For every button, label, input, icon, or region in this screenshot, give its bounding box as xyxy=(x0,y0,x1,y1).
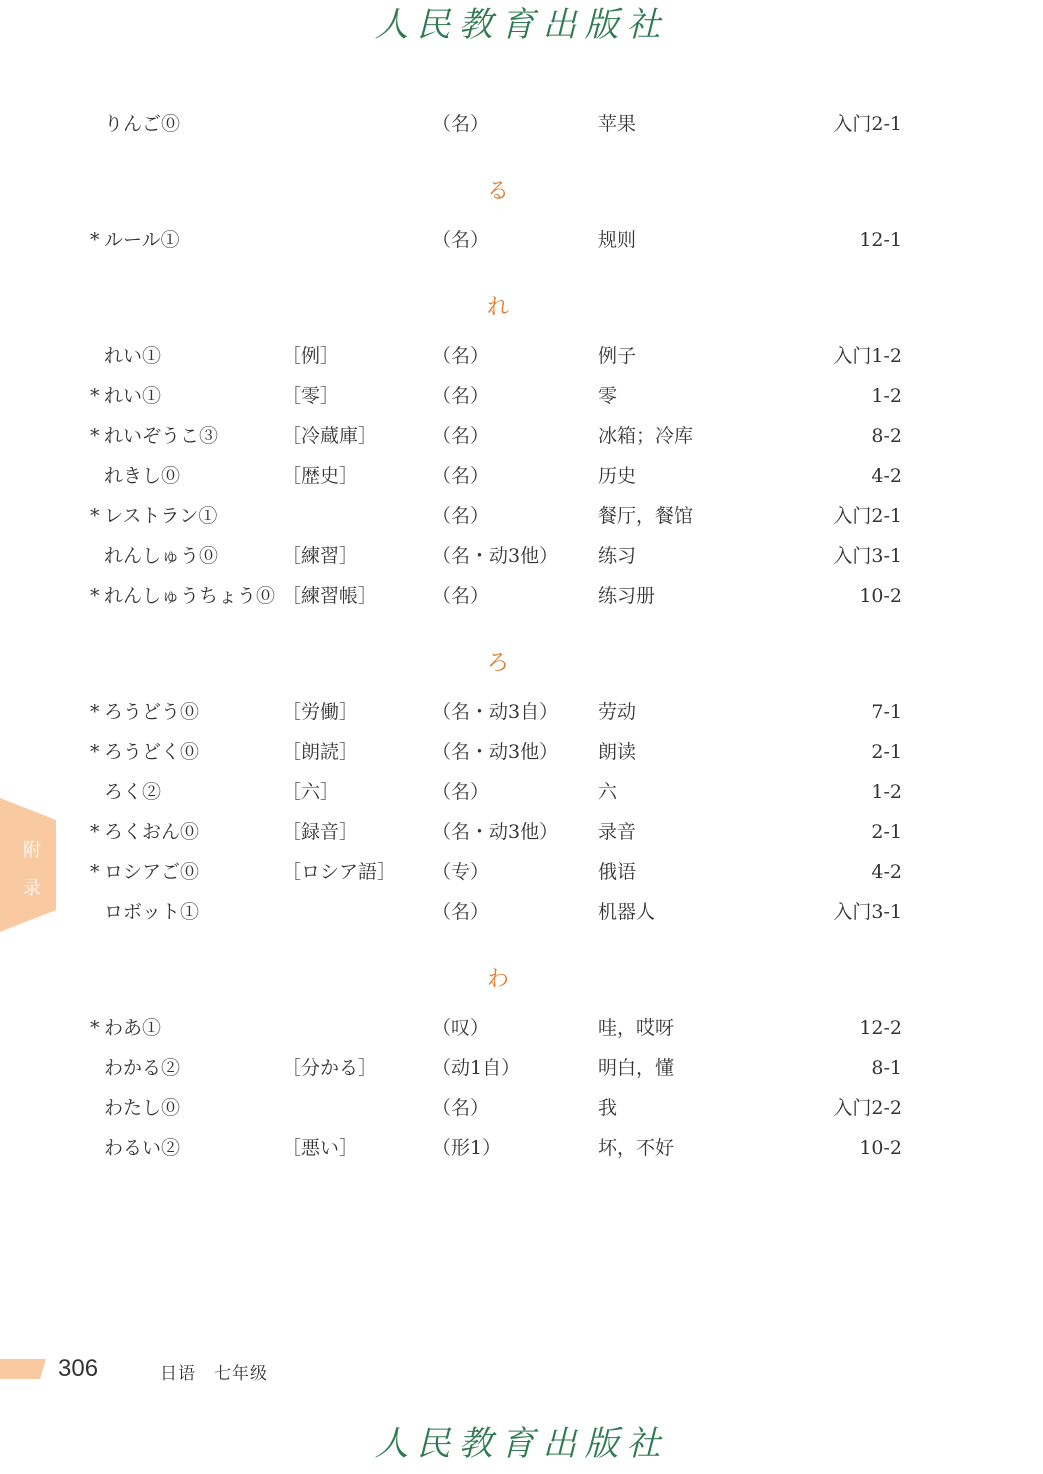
entry-lesson-ref: 4-2 xyxy=(871,861,902,883)
section-letter: れ xyxy=(486,295,509,320)
entry-meaning: 哇，哎呀 xyxy=(598,1017,675,1039)
new-word-mark: * xyxy=(90,425,100,447)
entry-part-of-speech: （名・动3他） xyxy=(432,741,559,763)
entry-meaning: 劳动 xyxy=(598,701,637,723)
entry-reading-cell xyxy=(90,502,217,530)
entry-part-of-speech: （名） xyxy=(432,505,490,527)
entry-kanji: ［録音］ xyxy=(282,821,359,843)
entry-lesson-ref: 12-2 xyxy=(859,1017,902,1039)
entry-kanji: ［悪い］ xyxy=(282,1137,359,1159)
glossary-entry xyxy=(0,1094,1043,1122)
new-word-mark: * xyxy=(90,585,100,607)
new-word-mark: * xyxy=(90,505,100,527)
entry-reading-cell xyxy=(90,898,199,926)
entry-part-of-speech: （专） xyxy=(432,861,490,883)
appendix-side-tab xyxy=(0,798,56,932)
entry-meaning: 六 xyxy=(598,781,618,803)
glossary-entry xyxy=(0,110,1043,138)
entry-lesson-ref: 入门2-1 xyxy=(833,113,902,135)
entry-part-of-speech: （名） xyxy=(432,1097,490,1119)
entry-lesson-ref: 12-1 xyxy=(859,229,902,251)
new-word-mark: * xyxy=(90,229,100,251)
entry-part-of-speech: （名・动3自） xyxy=(432,701,559,723)
side-tab-char-2: 录 xyxy=(23,878,41,899)
glossary-entry xyxy=(0,1054,1043,1082)
entry-reading: れい① xyxy=(104,345,162,367)
new-word-mark: * xyxy=(90,821,100,843)
entry-part-of-speech: （名・动3他） xyxy=(432,821,559,843)
publisher-logo-bottom: 人民教育出版社 xyxy=(374,1424,669,1464)
entry-reading-cell xyxy=(90,1014,161,1042)
entry-reading: れい① xyxy=(104,385,162,407)
entry-meaning: 餐厅，餐馆 xyxy=(598,505,694,527)
entry-lesson-ref: 8-1 xyxy=(871,1057,902,1079)
entry-reading-cell xyxy=(90,858,199,886)
entry-kanji: ［朗読］ xyxy=(282,741,359,763)
entry-meaning: 我 xyxy=(598,1097,618,1119)
entry-lesson-ref: 入门3-1 xyxy=(833,901,902,923)
entry-kanji: ［例］ xyxy=(282,345,340,367)
glossary-entry xyxy=(0,738,1043,766)
entry-reading: ろうどう⓪ xyxy=(104,701,200,723)
entry-kanji: ［ロシア語］ xyxy=(282,861,397,883)
entry-lesson-ref: 入门2-2 xyxy=(833,1097,902,1119)
glossary-entry xyxy=(0,422,1043,450)
entry-meaning: 冰箱；冷库 xyxy=(598,425,694,447)
entry-reading-cell xyxy=(90,778,161,806)
entry-reading-cell xyxy=(90,422,218,450)
entry-reading: わあ① xyxy=(104,1017,162,1039)
entry-part-of-speech: （名） xyxy=(432,385,490,407)
entry-reading: わるい② xyxy=(104,1137,181,1159)
glossary-entry xyxy=(0,818,1043,846)
new-word-mark: * xyxy=(90,741,100,763)
entry-lesson-ref: 8-2 xyxy=(871,425,902,447)
entry-kanji: ［練習］ xyxy=(282,545,359,567)
entry-reading-cell xyxy=(90,342,161,370)
new-word-mark: * xyxy=(90,701,100,723)
entry-reading-cell xyxy=(90,110,180,138)
entry-reading: ろくおん⓪ xyxy=(104,821,200,843)
entry-reading: れんしゅうちょう⓪ xyxy=(104,585,276,607)
entry-reading: ろく② xyxy=(104,781,162,803)
entry-reading: れきし⓪ xyxy=(104,465,181,487)
entry-reading-cell xyxy=(90,698,199,726)
entry-reading-cell xyxy=(90,1054,180,1082)
glossary-entry xyxy=(0,382,1043,410)
section-letter: る xyxy=(486,179,509,204)
entry-meaning: 朗读 xyxy=(598,741,637,763)
entry-kanji: ［練習帳］ xyxy=(282,585,378,607)
entry-kanji: ［零］ xyxy=(282,385,340,407)
entry-meaning: 苹果 xyxy=(598,113,637,135)
entry-meaning: 坏，不好 xyxy=(598,1137,675,1159)
entry-lesson-ref: 入门3-1 xyxy=(833,545,902,567)
entry-meaning: 例子 xyxy=(598,345,637,367)
entry-reading-cell xyxy=(90,818,199,846)
page-number: 306 xyxy=(58,1355,99,1382)
glossary-entry xyxy=(0,1134,1043,1162)
entry-part-of-speech: （叹） xyxy=(432,1017,490,1039)
entry-kanji: ［労働］ xyxy=(282,701,359,723)
glossary-entry xyxy=(0,1014,1043,1042)
glossary-entry xyxy=(0,778,1043,806)
entry-reading: ろうどく⓪ xyxy=(104,741,200,763)
entry-meaning: 零 xyxy=(598,385,618,407)
entry-kanji: ［歴史］ xyxy=(282,465,359,487)
footer-accent-bar xyxy=(0,1359,46,1379)
new-word-mark: * xyxy=(90,1017,100,1039)
glossary-entry xyxy=(0,542,1043,570)
entry-reading-cell xyxy=(90,738,199,766)
entry-part-of-speech: （名・动3他） xyxy=(432,545,559,567)
section-letter: ろ xyxy=(486,651,509,676)
entry-reading: わかる② xyxy=(104,1057,181,1079)
entry-part-of-speech: （形1） xyxy=(432,1137,502,1159)
publisher-logo-top: 人民教育出版社 xyxy=(374,5,669,45)
entry-part-of-speech: （名） xyxy=(432,585,490,607)
glossary-entry xyxy=(0,342,1043,370)
entry-part-of-speech: （名） xyxy=(432,345,490,367)
entry-reading: ルール① xyxy=(104,229,180,251)
glossary-entry xyxy=(0,502,1043,530)
entry-meaning: 规则 xyxy=(598,229,637,251)
entry-reading: レストラン① xyxy=(104,505,218,527)
entry-meaning: 历史 xyxy=(598,465,637,487)
entry-lesson-ref: 入门1-2 xyxy=(833,345,902,367)
entry-part-of-speech: （名） xyxy=(432,425,490,447)
entry-reading: れんしゅう⓪ xyxy=(104,545,219,567)
side-tab-char-1: 附 xyxy=(23,840,41,861)
section-letter: わ xyxy=(486,967,509,992)
entry-part-of-speech: （名） xyxy=(432,781,490,803)
entry-reading: わたし⓪ xyxy=(104,1097,181,1119)
entry-meaning: 练习 xyxy=(598,545,637,567)
entry-lesson-ref: 入门2-1 xyxy=(833,505,902,527)
entry-reading-cell xyxy=(90,462,180,490)
entry-lesson-ref: 10-2 xyxy=(859,1137,902,1159)
entry-lesson-ref: 2-1 xyxy=(871,741,902,763)
entry-reading-cell xyxy=(90,1134,180,1162)
glossary-entry xyxy=(0,698,1043,726)
entry-lesson-ref: 4-2 xyxy=(871,465,902,487)
entry-reading: りんご⓪ xyxy=(104,113,181,135)
glossary-entry xyxy=(0,582,1043,610)
book-title: 日语 七年级 xyxy=(160,1364,268,1384)
glossary-entry xyxy=(0,898,1043,926)
entry-lesson-ref: 2-1 xyxy=(871,821,902,843)
side-tab-label xyxy=(22,832,42,908)
entry-part-of-speech: （名） xyxy=(432,229,490,251)
entry-kanji: ［六］ xyxy=(282,781,340,803)
entry-meaning: 练习册 xyxy=(598,585,656,607)
entry-reading: れいぞうこ③ xyxy=(104,425,219,447)
entry-kanji: ［分かる］ xyxy=(282,1057,378,1079)
entry-part-of-speech: （动1自） xyxy=(432,1057,521,1079)
entry-meaning: 俄语 xyxy=(598,861,637,883)
new-word-mark: * xyxy=(90,385,100,407)
entry-part-of-speech: （名） xyxy=(432,901,490,923)
entry-meaning: 机器人 xyxy=(598,901,656,923)
entry-kanji: ［冷蔵庫］ xyxy=(282,425,378,447)
entry-meaning: 明白，懂 xyxy=(598,1057,675,1079)
entry-reading-cell xyxy=(90,382,161,410)
entry-lesson-ref: 1-2 xyxy=(871,385,902,407)
glossary-entry xyxy=(0,462,1043,490)
entry-lesson-ref: 7-1 xyxy=(871,701,902,723)
entry-lesson-ref: 10-2 xyxy=(859,585,902,607)
entry-reading: ロボット① xyxy=(104,901,200,923)
entry-reading-cell xyxy=(90,1094,180,1122)
glossary-entry xyxy=(0,226,1043,254)
entry-reading-cell xyxy=(90,582,275,610)
new-word-mark: * xyxy=(90,861,100,883)
glossary-entry xyxy=(0,858,1043,886)
entry-part-of-speech: （名） xyxy=(432,113,490,135)
entry-reading-cell xyxy=(90,226,180,254)
entry-part-of-speech: （名） xyxy=(432,465,490,487)
entry-reading: ロシアご⓪ xyxy=(104,861,200,883)
entry-reading-cell xyxy=(90,542,218,570)
entry-meaning: 录音 xyxy=(598,821,637,843)
entry-lesson-ref: 1-2 xyxy=(871,781,902,803)
